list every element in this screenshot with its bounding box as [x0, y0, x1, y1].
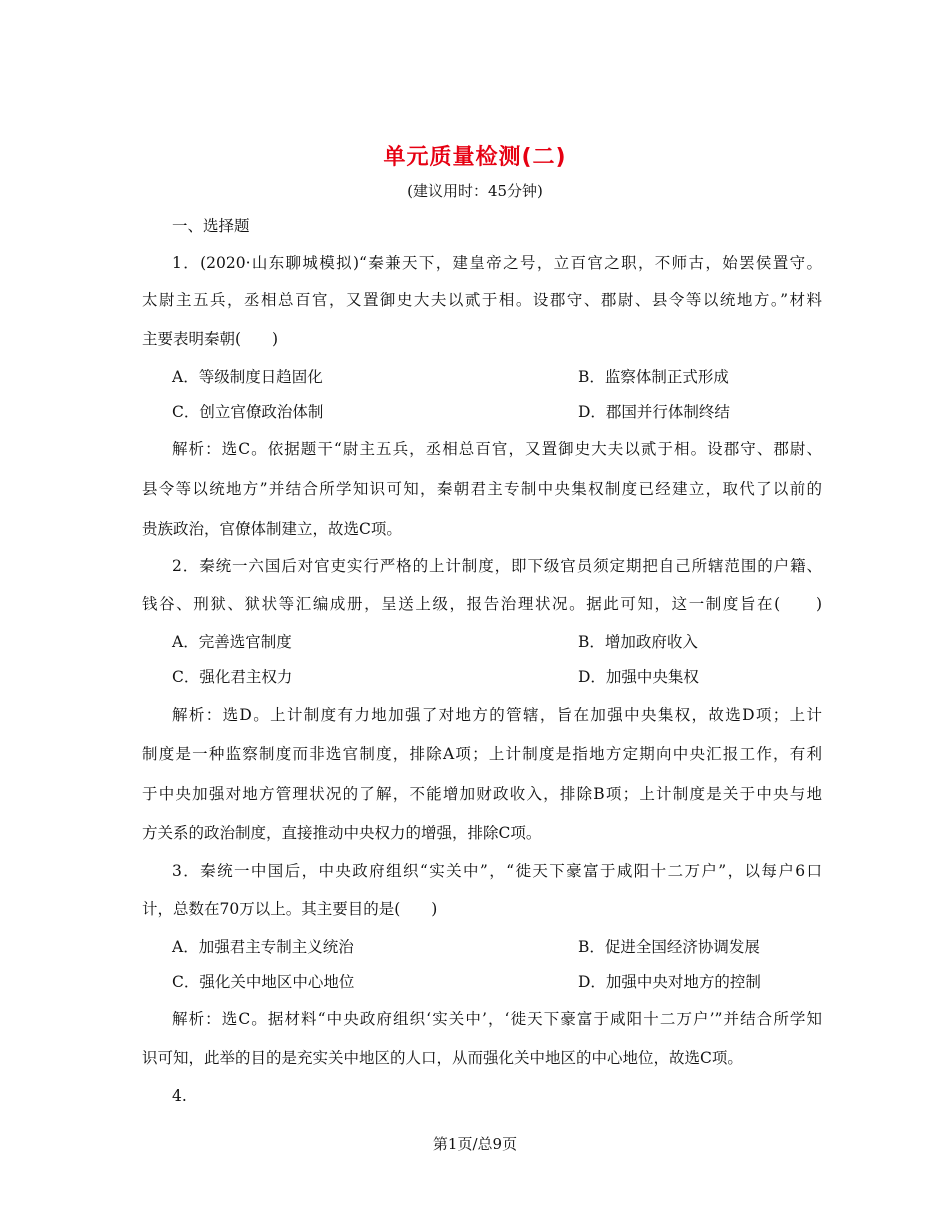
question-3-stem-line-1: 3．秦统一中国后，中央政府组织“实关中”，“徙天下豪富于咸阳十二万户”，以每户6口 — [172, 862, 822, 880]
question-3-option-d: D．加强中央对地方的控制 — [578, 973, 761, 991]
question-2-option-a: A．完善选官制度 — [172, 633, 292, 651]
question-3-stem-line-2: 计，总数在70万以上。其主要目的是( ) — [142, 900, 438, 918]
question-1-analysis-line-2: 县令等以统地方”并结合所学知识可知，秦朝君主专制中央集权制度已经建立，取代了以前的 — [142, 480, 822, 498]
page-title: 单元质量检测(二) — [383, 145, 567, 170]
question-3-analysis-line-1: 解析：选C。据材料“中央政府组织‘实关中’，‘徙天下豪富于咸阳十二万户’”并结合所学知 — [172, 1010, 822, 1028]
question-3-option-c: C．强化关中地区中心地位 — [172, 973, 355, 991]
question-2-analysis-line-4: 方关系的政治制度，直接推动中央权力的增强，排除C项。 — [142, 824, 542, 842]
page-footer: 第1页/总9页 — [432, 1135, 518, 1153]
question-1-analysis-line-3: 贵族政治，官僚体制建立，故选C项。 — [142, 520, 402, 538]
question-2-stem-line-1: 2．秦统一六国后对官吏实行严格的上计制度，即下级官员须定期把自己所辖范围的户籍、 — [172, 557, 822, 575]
question-1-option-b: B．监察体制正式形成 — [578, 368, 729, 386]
question-2-option-c: C．强化君主权力 — [172, 668, 293, 686]
question-3-option-b: B．促进全国经济协调发展 — [578, 938, 760, 956]
question-3-option-a: A．加强君主专制主义统治 — [172, 938, 354, 956]
question-2-analysis-line-2: 制度是一种监察制度而非选官制度，排除A项；上计制度是指地方定期向中央汇报工作，有利 — [142, 745, 822, 763]
question-1-option-c: C．创立官僚政治体制 — [172, 403, 324, 421]
question-1-stem-line-2: 太尉主五兵，丞相总百官，又置御史大夫以贰于相。设郡守、郡尉、县令等以统地方。”材料 — [142, 291, 822, 309]
question-3-analysis-line-2: 识可知，此举的目的是充实关中地区的人口，从而强化关中地区的中心地位，故选C项。 — [142, 1049, 743, 1067]
question-4-number: 4. — [172, 1087, 187, 1105]
question-1-analysis-line-1: 解析：选C。依据题干“尉主五兵，丞相总百官，又置御史大夫以贰于相。设郡守、郡尉、 — [172, 440, 822, 458]
section-heading: 一、选择题 — [172, 217, 250, 235]
question-1-option-a: A．等级制度日趋固化 — [172, 368, 323, 386]
question-1-option-d: D．郡国并行体制终结 — [578, 403, 730, 421]
question-1-stem-line-3: 主要表明秦朝( ) — [142, 330, 279, 348]
question-2-stem-line-2: 钱谷、刑狱、狱状等汇编成册，呈送上级，报告治理状况。据此可知，这一制度旨在( ) — [142, 595, 822, 613]
question-1-stem-line-1: 1．(2020·山东聊城模拟)“秦兼天下，建皇帝之号，立百官之职，不师古，始罢侯置守。 — [172, 254, 822, 272]
question-2-option-d: D．加强中央集权 — [578, 668, 699, 686]
question-2-option-b: B．增加政府收入 — [578, 633, 698, 651]
question-2-analysis-line-3: 于中央加强对地方管理状况的了解，不能增加财政收入，排除B项；上计制度是关于中央与地 — [142, 785, 822, 803]
time-suggestion: (建议用时：45分钟) — [407, 182, 543, 200]
question-2-analysis-line-1: 解析：选D。上计制度有力地加强了对地方的管辖，旨在加强中央集权，故选D项；上计 — [172, 706, 822, 724]
